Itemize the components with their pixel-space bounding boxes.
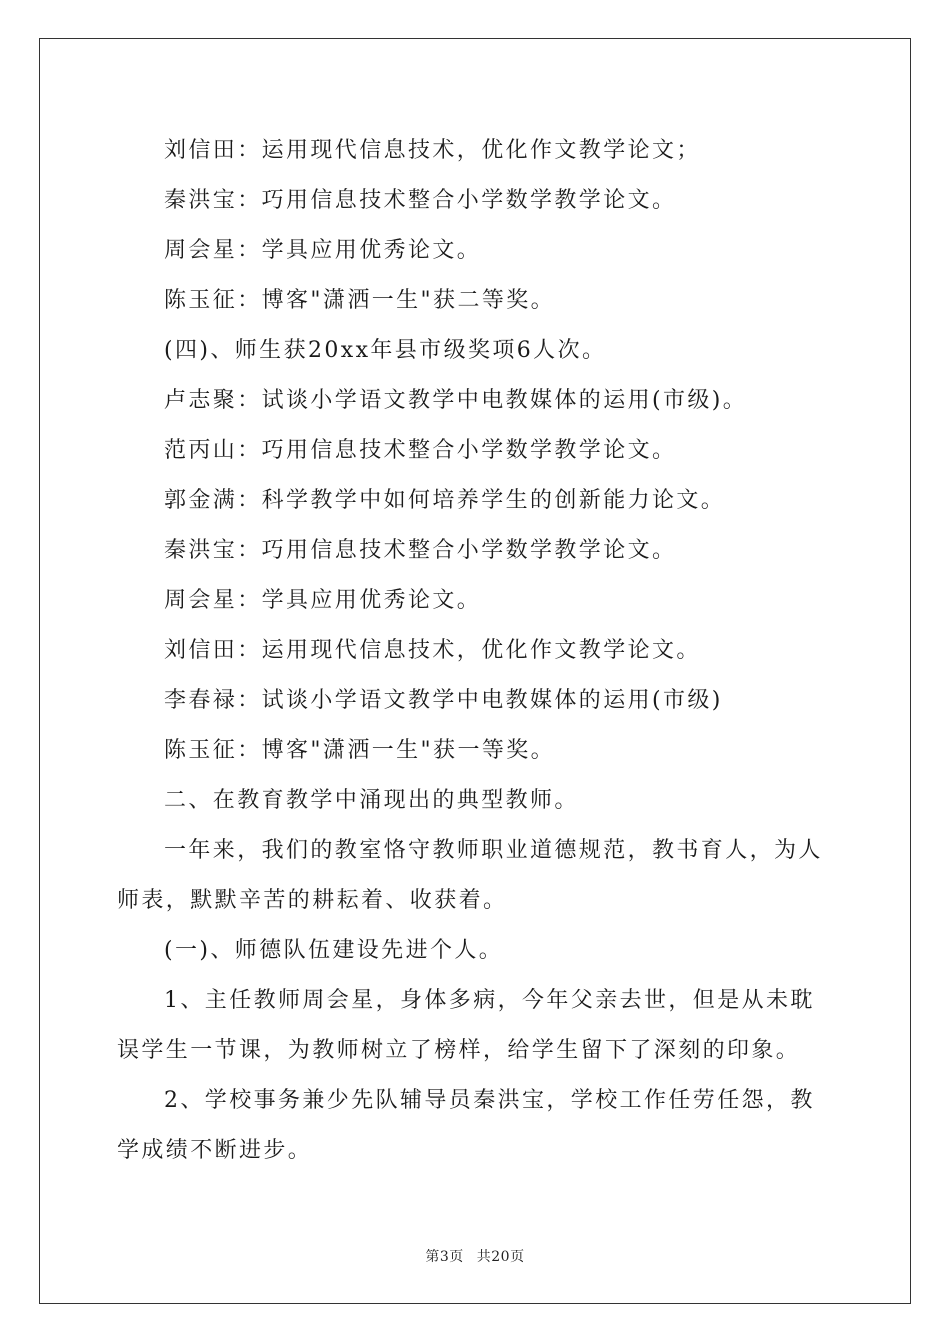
page-footer (0, 1246, 950, 1266)
paragraph: 陈玉征：博客"潇洒一生"获一等奖。 (164, 738, 556, 763)
document-body (117, 126, 837, 1176)
paragraph: 郭金满：科学教学中如何培养学生的创新能力论文。 (164, 488, 726, 513)
paragraph: 陈玉征：博客"潇洒一生"获二等奖。 (164, 288, 556, 313)
paragraph: 2、学校事务兼少先队辅导员秦洪宝，学校工作任劳任怨，教学成绩不断进步。 (117, 1088, 815, 1163)
paragraph: 秦洪宝：巧用信息技术整合小学数学教学论文。 (164, 188, 677, 213)
paragraph: 刘信田：运用现代信息技术，优化作文教学论文。 (164, 638, 701, 663)
page-total: 共20页 (476, 1249, 525, 1265)
paragraph: 刘信田：运用现代信息技术，优化作文教学论文； (164, 138, 701, 163)
paragraph: 一年来，我们的教室恪守教师职业道德规范，教书育人，为人师表，默默辛苦的耕耘着、收获着。 (117, 838, 823, 913)
page-number: 第3页 (425, 1249, 464, 1265)
section-heading: (四)、师生获20xx年县市级奖项6人次。 (164, 338, 607, 363)
paragraph: 周会星：学具应用优秀论文。 (164, 588, 482, 613)
paragraph: 李春禄：试谈小学语文教学中电教媒体的运用(市级) (164, 688, 723, 713)
paragraph: 周会星：学具应用优秀论文。 (164, 238, 482, 263)
paragraph: 范丙山：巧用信息技术整合小学数学教学论文。 (164, 438, 677, 463)
section-heading: (一)、师德队伍建设先进个人。 (164, 938, 504, 963)
paragraph: 卢志聚：试谈小学语文教学中电教媒体的运用(市级)。 (164, 388, 748, 413)
paragraph: 秦洪宝：巧用信息技术整合小学数学教学论文。 (164, 538, 677, 563)
section-heading: 二、在教育教学中涌现出的典型教师。 (164, 788, 579, 813)
paragraph: 1、主任教师周会星，身体多病，今年父亲去世，但是从未耽误学生一节课，为教师树立了榜样，给学生留下了深刻的印象。 (117, 988, 815, 1063)
